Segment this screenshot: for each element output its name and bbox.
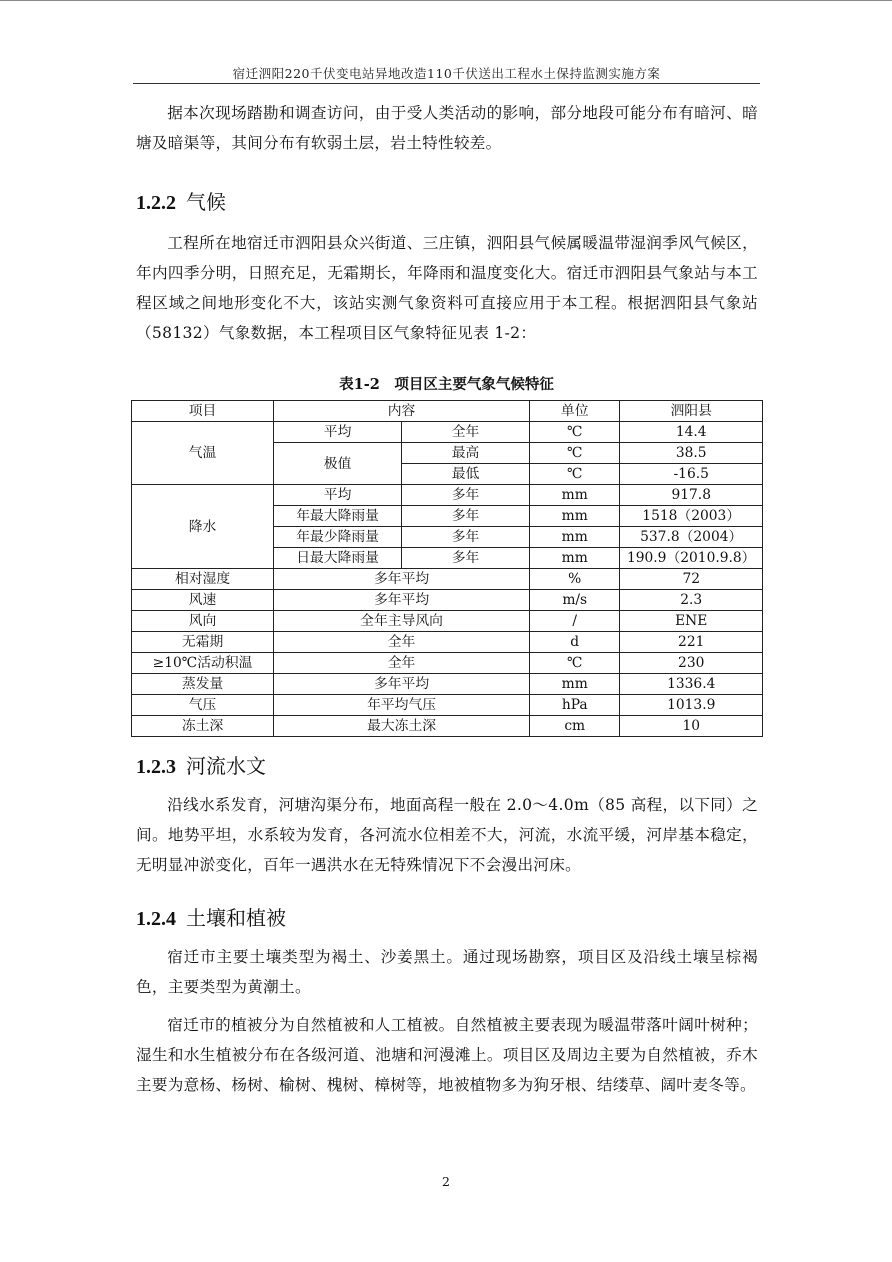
table-cell: 10 bbox=[620, 716, 763, 737]
table-row bbox=[132, 590, 763, 611]
table-cell: 最低 bbox=[402, 464, 530, 485]
table-cell: 多年 bbox=[402, 506, 530, 527]
climate-table bbox=[131, 400, 763, 737]
table-cell: 221 bbox=[620, 632, 763, 653]
table-cell: 230 bbox=[620, 653, 763, 674]
table-cell: ℃ bbox=[530, 653, 620, 674]
table-cell: ≥10℃活动积温 bbox=[132, 653, 274, 674]
table-cell: 1518（2003） bbox=[620, 506, 763, 527]
table-row bbox=[132, 674, 763, 695]
table-cell: 190.9（2010.9.8） bbox=[620, 548, 763, 569]
table-cell: 1336.4 bbox=[620, 674, 763, 695]
paragraph-hydrology: 沿线水系发育，河塘沟渠分布，地面高程一般在 2.0～4.0m（85 高程，以下同）之间。地势平坦，水系较为发育，各河流水位相差不大，河流，水流平缓，河岸基本稳定，无明显冲淤变化，百年一遇洪水在无特殊情况下不会漫出河床。 bbox=[136, 796, 758, 874]
table-caption: 表1-2 项目区主要气象气候特征 bbox=[339, 376, 554, 393]
table-cell: 相对湿度 bbox=[132, 569, 274, 590]
header-rule bbox=[133, 83, 760, 84]
table-cell: ℃ bbox=[530, 422, 620, 443]
table-row bbox=[132, 695, 763, 716]
table-row bbox=[132, 569, 763, 590]
table-cell: m/s bbox=[530, 590, 620, 611]
section-heading-climate bbox=[136, 186, 226, 215]
table-cell: mm bbox=[530, 506, 620, 527]
section-title: 土壤和植被 bbox=[186, 906, 286, 930]
table-cell: 多年平均 bbox=[274, 674, 530, 695]
table-cell: 平均 bbox=[274, 485, 402, 506]
table-cell: 多年平均 bbox=[274, 590, 530, 611]
table-cell: 无霜期 bbox=[132, 632, 274, 653]
table-cell: 最大冻土深 bbox=[274, 716, 530, 737]
table-cell: 年平均气压 bbox=[274, 695, 530, 716]
table-cell: 平均 bbox=[274, 422, 402, 443]
table-row bbox=[132, 611, 763, 632]
table-cell: 风速 bbox=[132, 590, 274, 611]
table-header-cell: 内容 bbox=[274, 401, 530, 422]
table-cell: 极值 bbox=[274, 443, 402, 485]
table-cell: 多年平均 bbox=[274, 569, 530, 590]
section-heading-hydrology bbox=[136, 750, 266, 779]
table-header-cell: 泗阳县 bbox=[620, 401, 763, 422]
table-cell: 日最大降雨量 bbox=[274, 548, 402, 569]
table-cell: 多年 bbox=[402, 485, 530, 506]
table-cell: mm bbox=[530, 674, 620, 695]
paragraph-climate: 工程所在地宿迁市泗阳县众兴街道、三庄镇，泗阳县气候属暖温带湿润季风气候区，年内四季分明，日照充足，无霜期长，年降雨和温度变化大。宿迁市泗阳县气象站与本工程区域之间地形变化不大，该站实测气象资料可直接应用于本工程。根据泗阳县气象站（58132）气象数据，本工程项目区气象特征见表 1-2： bbox=[136, 234, 758, 342]
table-cell: 全年 bbox=[402, 422, 530, 443]
table-cell: 537.8（2004） bbox=[620, 527, 763, 548]
table-cell: 2.3 bbox=[620, 590, 763, 611]
table-cell: 多年 bbox=[402, 548, 530, 569]
table-cell: mm bbox=[530, 485, 620, 506]
paragraph-geology: 据本次现场踏勘和调查访问，由于受人类活动的影响，部分地段可能分布有暗河、暗塘及暗渠等，其间分布有软弱土层，岩土特性较差。 bbox=[136, 104, 758, 152]
table-cell: -16.5 bbox=[620, 464, 763, 485]
table-cell: mm bbox=[530, 527, 620, 548]
paragraph-soil: 宿迁市主要土壤类型为褐土、沙姜黑土。通过现场勘察，项目区及沿线土壤呈棕褐色，主要类型为黄潮土。 bbox=[136, 948, 758, 996]
table-cell: 全年 bbox=[274, 653, 530, 674]
table-header-row bbox=[132, 401, 763, 422]
table-cell: 多年 bbox=[402, 527, 530, 548]
table-cell: 全年主导风向 bbox=[274, 611, 530, 632]
table-cell: 冻土深 bbox=[132, 716, 274, 737]
table-cell: 38.5 bbox=[620, 443, 763, 464]
table-row bbox=[132, 716, 763, 737]
section-title: 气候 bbox=[186, 190, 226, 214]
table-cell: 风向 bbox=[132, 611, 274, 632]
page-number: 2 bbox=[442, 1174, 450, 1189]
table-cell: mm bbox=[530, 548, 620, 569]
table-cell: ENE bbox=[620, 611, 763, 632]
section-title: 河流水文 bbox=[186, 754, 266, 778]
table-cell: 1013.9 bbox=[620, 695, 763, 716]
table-cell: 最高 bbox=[402, 443, 530, 464]
table-cell: 蒸发量 bbox=[132, 674, 274, 695]
table-row bbox=[132, 485, 763, 506]
table-cell: ℃ bbox=[530, 443, 620, 464]
table-cell: 年最少降雨量 bbox=[274, 527, 402, 548]
table-cell: / bbox=[530, 611, 620, 632]
paragraph-vegetation: 宿迁市的植被分为自然植被和人工植被。自然植被主要表现为暖温带落叶阔叶树种；湿生和水生植被分布在各级河道、池塘和河漫滩上。项目区及周边主要为自然植被，乔木主要为意杨、杨树、榆树、槐树、樟树等，地被植物多为狗牙根、结缕草、阔叶麦冬等。 bbox=[136, 1016, 758, 1094]
section-number: 1.2.3 bbox=[136, 756, 176, 778]
table-cell: hPa bbox=[530, 695, 620, 716]
table-cell: % bbox=[530, 569, 620, 590]
running-header: 宿迁泗阳220千伏变电站异地改造110千伏送出工程水土保持监测实施方案 bbox=[232, 66, 661, 81]
page-top-edge bbox=[0, 0, 892, 1]
table-cell: 气压 bbox=[132, 695, 274, 716]
table-row bbox=[132, 632, 763, 653]
table-cell: 降水 bbox=[132, 485, 274, 569]
table-cell: 全年 bbox=[274, 632, 530, 653]
table-row bbox=[132, 653, 763, 674]
table-cell: 917.8 bbox=[620, 485, 763, 506]
table-cell: cm bbox=[530, 716, 620, 737]
table-cell: 14.4 bbox=[620, 422, 763, 443]
section-number: 1.2.2 bbox=[136, 192, 176, 214]
table-cell: ℃ bbox=[530, 464, 620, 485]
table-row bbox=[132, 422, 763, 443]
table-header-cell: 单位 bbox=[530, 401, 620, 422]
table-cell: 气温 bbox=[132, 422, 274, 485]
table-cell: d bbox=[530, 632, 620, 653]
table-header-cell: 项目 bbox=[132, 401, 274, 422]
section-number: 1.2.4 bbox=[136, 908, 176, 930]
table-cell: 年最大降雨量 bbox=[274, 506, 402, 527]
section-heading-soil bbox=[136, 902, 286, 931]
table-cell: 72 bbox=[620, 569, 763, 590]
